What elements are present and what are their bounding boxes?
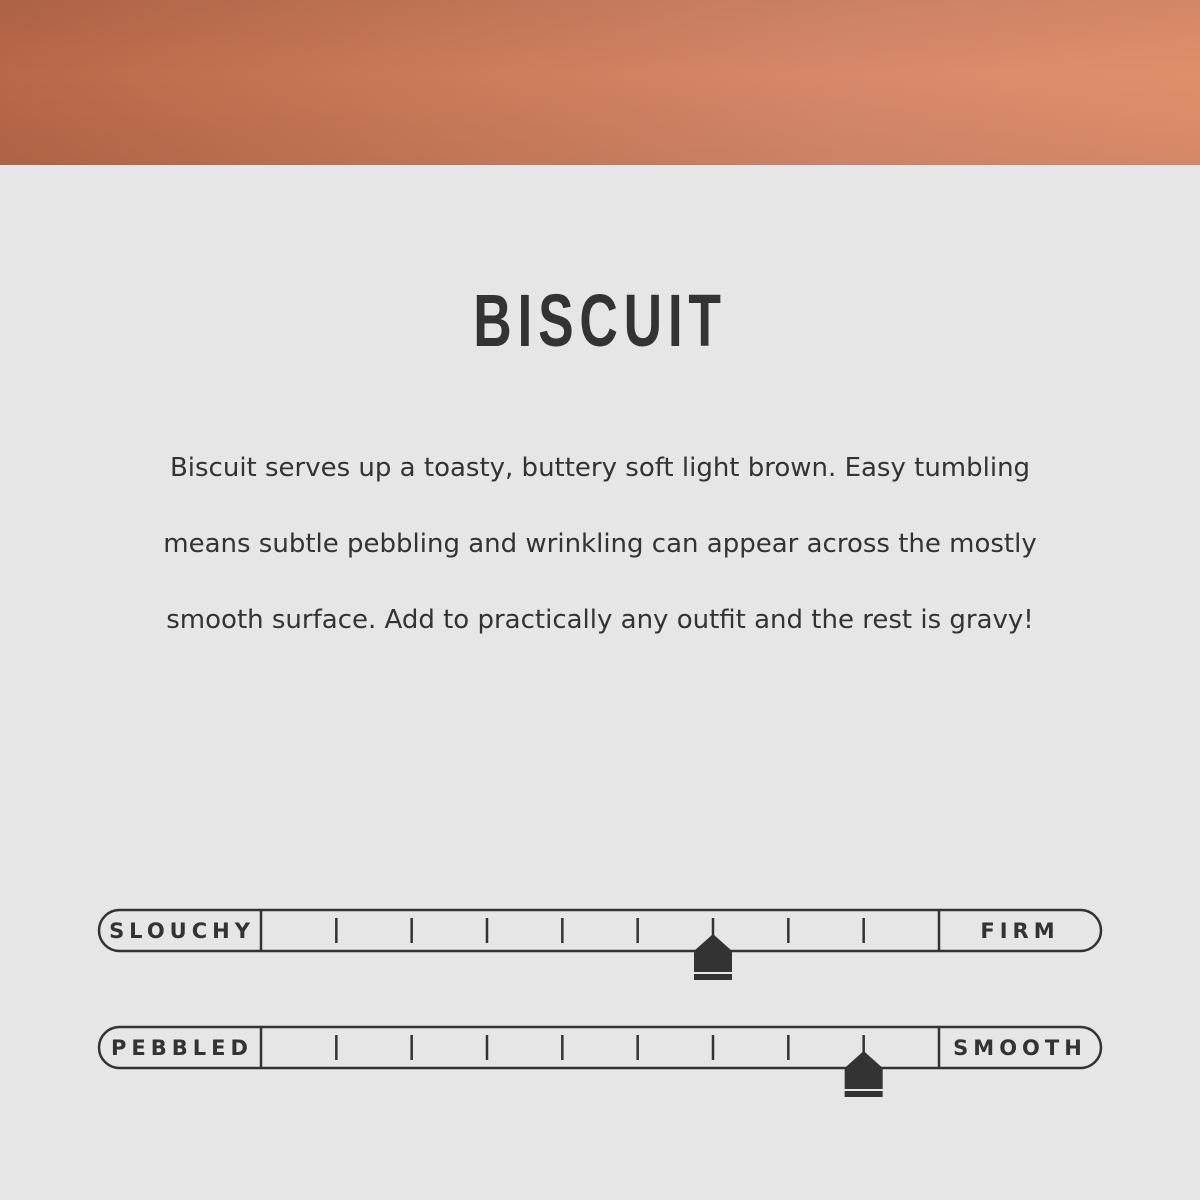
pointer-house-icon — [845, 1051, 883, 1097]
texture-scale — [0, 1017, 1200, 1117]
scale-left-label: PEBBLED — [111, 1036, 253, 1060]
pointer-house-icon — [694, 934, 732, 980]
color-description: Biscuit serves up a toasty, buttery soft light brown. Easy tumbling means subtle pebbling and wrinkling can appear across the mostly smooth surface. Add to practically any outfit and the rest is gravy! — [163, 453, 1037, 635]
color-title: BISCUIT — [473, 279, 727, 362]
leather-swatch-photo — [0, 0, 1200, 165]
scale-right-label: SMOOTH — [953, 1036, 1087, 1060]
scale-left-label: SLOUCHY — [109, 919, 255, 943]
scale-right-label: FIRM — [980, 919, 1060, 943]
firmness-scale — [0, 900, 1200, 1000]
